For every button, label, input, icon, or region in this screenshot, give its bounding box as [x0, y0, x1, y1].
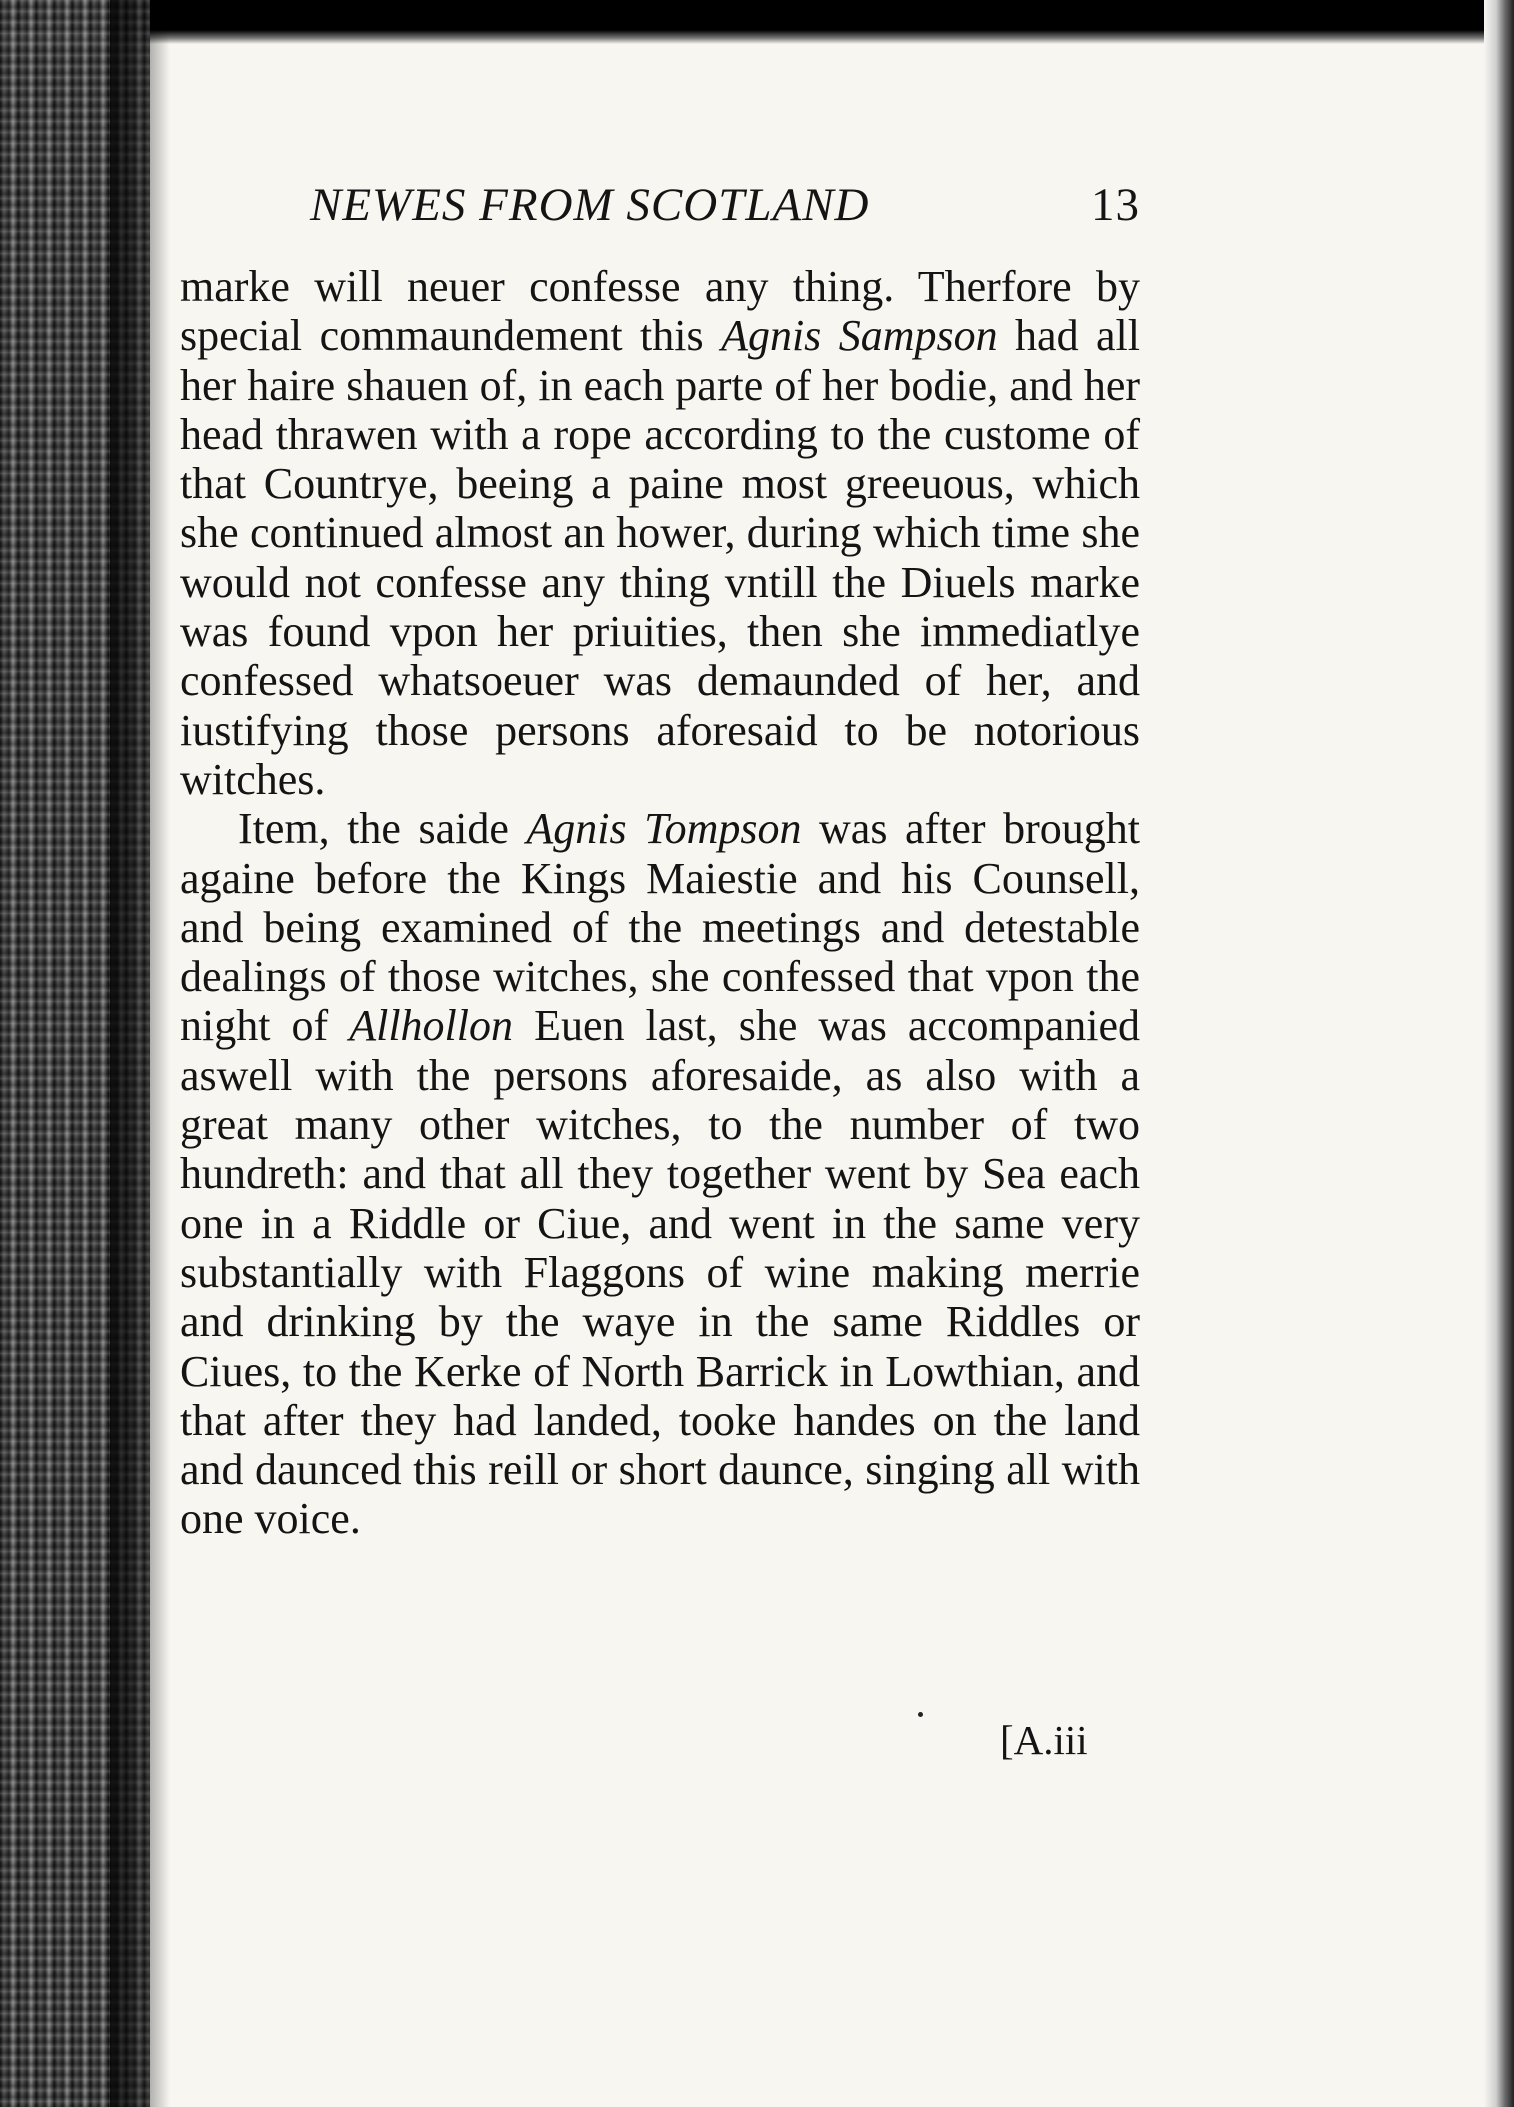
- paragraph-2-text-1: Item, the saide: [238, 804, 527, 854]
- paragraph-1: [180, 262, 1140, 804]
- body-text: [180, 262, 1140, 1544]
- paragraph-1-text-1: marke will neuer confesse any thing. Therfore by special commaundement this: [180, 262, 1140, 361]
- paragraph-2: [180, 804, 1140, 1543]
- paragraph-2-text-2: was after brought againe before the Kings Maiestie and his Counsell, and being examined of the meetings and detestable dealings of those witches, she confessed that vpon the night of: [180, 804, 1140, 1051]
- binding-shadow: [110, 0, 170, 2107]
- running-header: [210, 178, 1150, 238]
- paragraph-1-text-2: had all her haire shauen of, in each parte of her bodie, and her head thrawen with a rope according to the custome of that Countrye, beeing a paine most greeuous, which she continued almost an hower, during which time she would not confesse any thing vntill the Diuels marke was found vpon her priuities, then she immediatlye confessed whatsoeuer was demaunded of her, and iustifying those persons aforesaid to be notorious witches.: [180, 311, 1141, 804]
- term-allhollon: Allhollon: [349, 1001, 514, 1051]
- signature-mark: [A.iii: [1000, 1717, 1088, 1763]
- name-agnis-sampson: Agnis Sampson: [721, 311, 998, 361]
- running-title: NEWES FROM SCOTLAND: [310, 179, 870, 231]
- page-top-edge: [0, 0, 1514, 44]
- page-right-edge: [1484, 0, 1514, 2107]
- paragraph-2-text-3: Euen last, she was accompanied aswell with the persons aforesaide, as also with a great many other witches, to the number of two hundreth: and that all they together went by Sea each one in a Riddle or Ciue, and went in the same very substantially with Flaggons of wine making merrie and drinking by the waye in the same Riddles or Ciues, to the Kerke of North Barrick in Lowthian, and that after they had landed, tooke handes on the land and daunced this reill or short daunce, singing all with one voice.: [180, 1001, 1141, 1544]
- name-agnis-tompson: Agnis Tompson: [526, 804, 802, 854]
- ink-speck: [918, 1712, 923, 1717]
- page-number: 13: [1091, 179, 1140, 231]
